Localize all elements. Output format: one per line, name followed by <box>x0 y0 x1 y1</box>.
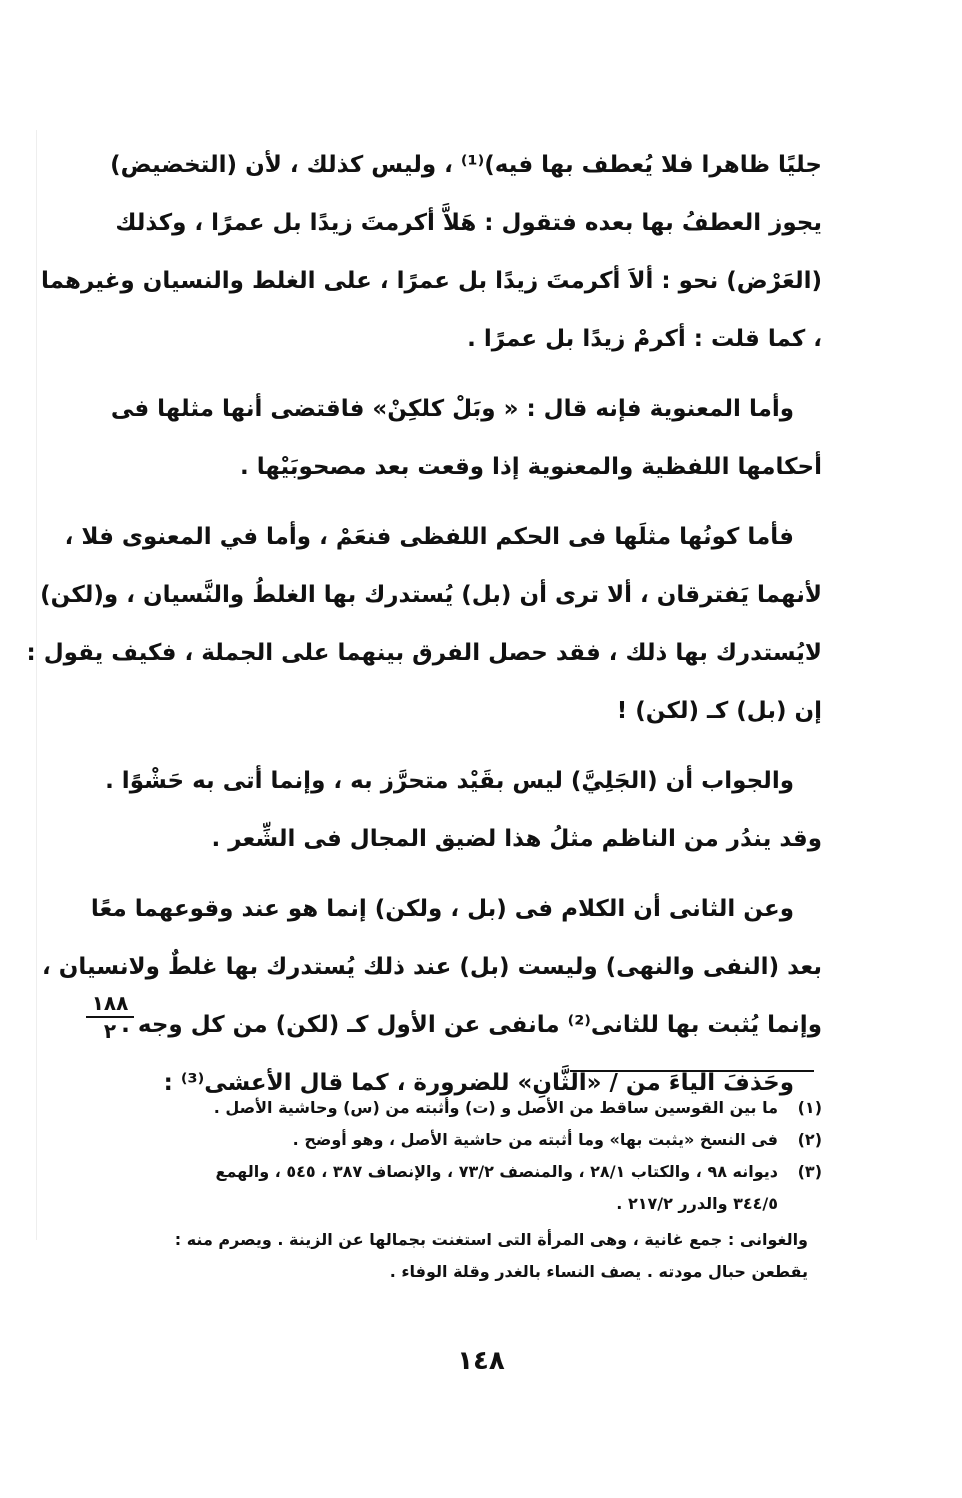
footnote-line: ٣٤٤/٥ والدرر ٢١٧/٢ . <box>616 1194 778 1213</box>
footnote-text: ما بين القوسين ساقط من الأصل و (ت) وأثبته من (س) وحاشية الأصل . <box>213 1098 778 1117</box>
footnote-item <box>132 1092 822 1124</box>
text-line: لأنهما يَفترقان ، ألا ترى أن (بل) يُستدرك بها الغلطُ والنَّسيان ، و(لكن) <box>40 582 822 608</box>
footnotes-section <box>132 1092 822 1288</box>
text-line: وإنما يُثبت بها للثانى⁽²⁾ مانفى عن الأول كـ (لكن) من كل وجه . <box>121 1012 822 1038</box>
paragraph-gap <box>132 882 822 894</box>
folio-number: ١٨٨ <box>91 991 129 1015</box>
text-line: لايُستدرك بها ذلك ، فقد حصل الفرق بينهما على الجملة ، فكيف يقول : <box>26 640 822 666</box>
text-line: أحكامها اللفظية والمعنوية إذا وقعت بعد مصحوبَيْها . <box>239 454 822 480</box>
folio-side: ٢ <box>103 1019 117 1043</box>
footnote-item <box>132 1156 822 1220</box>
text-line: بعد (النفى والنهى) وليست (بل) عند ذلك يُستدرك بها غلطٌ ولانسيان ، <box>42 954 822 980</box>
folio-divider <box>86 1016 134 1018</box>
text-line: (العَرْض) نحو : ألاَ أكرمتَ زيدًا بل عمرًا ، على الغلط والنسيان وغيرهما <box>41 268 822 294</box>
footnote-text: فى النسخ «يثبت بها» وما أثبته من حاشية الأصل ، وهو أوضح . <box>292 1130 778 1149</box>
footnote-text <box>132 1156 778 1220</box>
footnote-number: (١) <box>797 1098 822 1117</box>
text-line: والجواب أن (الجَلِيَّ) ليس بقَيْد متحرَّز به ، وإنما أتى به حَشْوًا . <box>105 768 794 794</box>
paragraph-gap <box>132 510 822 522</box>
text-line: وقد يندُر من الناظم مثلُ هذا لضيق المجال فى الشِّعر . <box>211 826 822 852</box>
paragraph-gap <box>132 754 822 766</box>
footnote-number: (٣) <box>797 1162 822 1181</box>
footnote-line: ديوانه ٩٨ ، والكتاب ٢٨/١ ، والمنصف ٧٣/٢ ، والإنصاف ٣٨٧ ، ٥٤٥ ، والهمع <box>215 1162 778 1181</box>
text-line: جليًا ظاهرا فلا يُعطف بها فيه)⁽¹⁾ ، وليس كذلك ، لأن (التخضيض) <box>110 152 822 178</box>
text-line: وعن الثانى أن الكلام فى (بل ، ولكن) إنما هو عند وقوعهما معًا <box>90 896 794 922</box>
text-line: وحَذفَ الياءَ من / «الثَّانِ» للضرورة ، كما قال الأعشى⁽³⁾ : <box>163 1070 794 1096</box>
scan-edge-line <box>36 130 37 1240</box>
gloss-line: يقطعن حبال مودته . يصف النساء بالغدر وقلة الوفاء . <box>389 1262 808 1281</box>
text-line: يجوز العطفُ بها بعده فتقول : هَلاَّ أكرمتَ زيدًا بل عمرًا ، وكذلك <box>115 210 822 236</box>
manuscript-folio-reference <box>86 992 134 1042</box>
paragraph-gap <box>132 382 822 394</box>
footnote-separator <box>570 1070 814 1072</box>
text-line: إن (بل) كـ (لكن) ! <box>616 698 822 724</box>
footnote-gloss <box>132 1224 822 1288</box>
gloss-line: والغوانى : جمع غانية ، وهى المرأة التى استغنت بجمالها عن الزينة . ويصرم منه : <box>174 1230 808 1249</box>
text-line: فأما كونُها مثلَها فى الحكم اللفظى فنعَمْ ، وأما في المعنوى فلا ، <box>64 524 794 550</box>
footnote-number: (٢) <box>797 1130 822 1149</box>
page-number: ١٤٨ <box>457 1346 505 1376</box>
text-line: ، كما قلت : أكرمْ زيدًا بل عمرًا . <box>467 326 822 352</box>
text-line: وأما المعنوية فإنه قال : « وبَلْ كلكِنْ» فاقتضى أنها مثلها فى <box>110 396 794 422</box>
footnote-item <box>132 1124 822 1156</box>
